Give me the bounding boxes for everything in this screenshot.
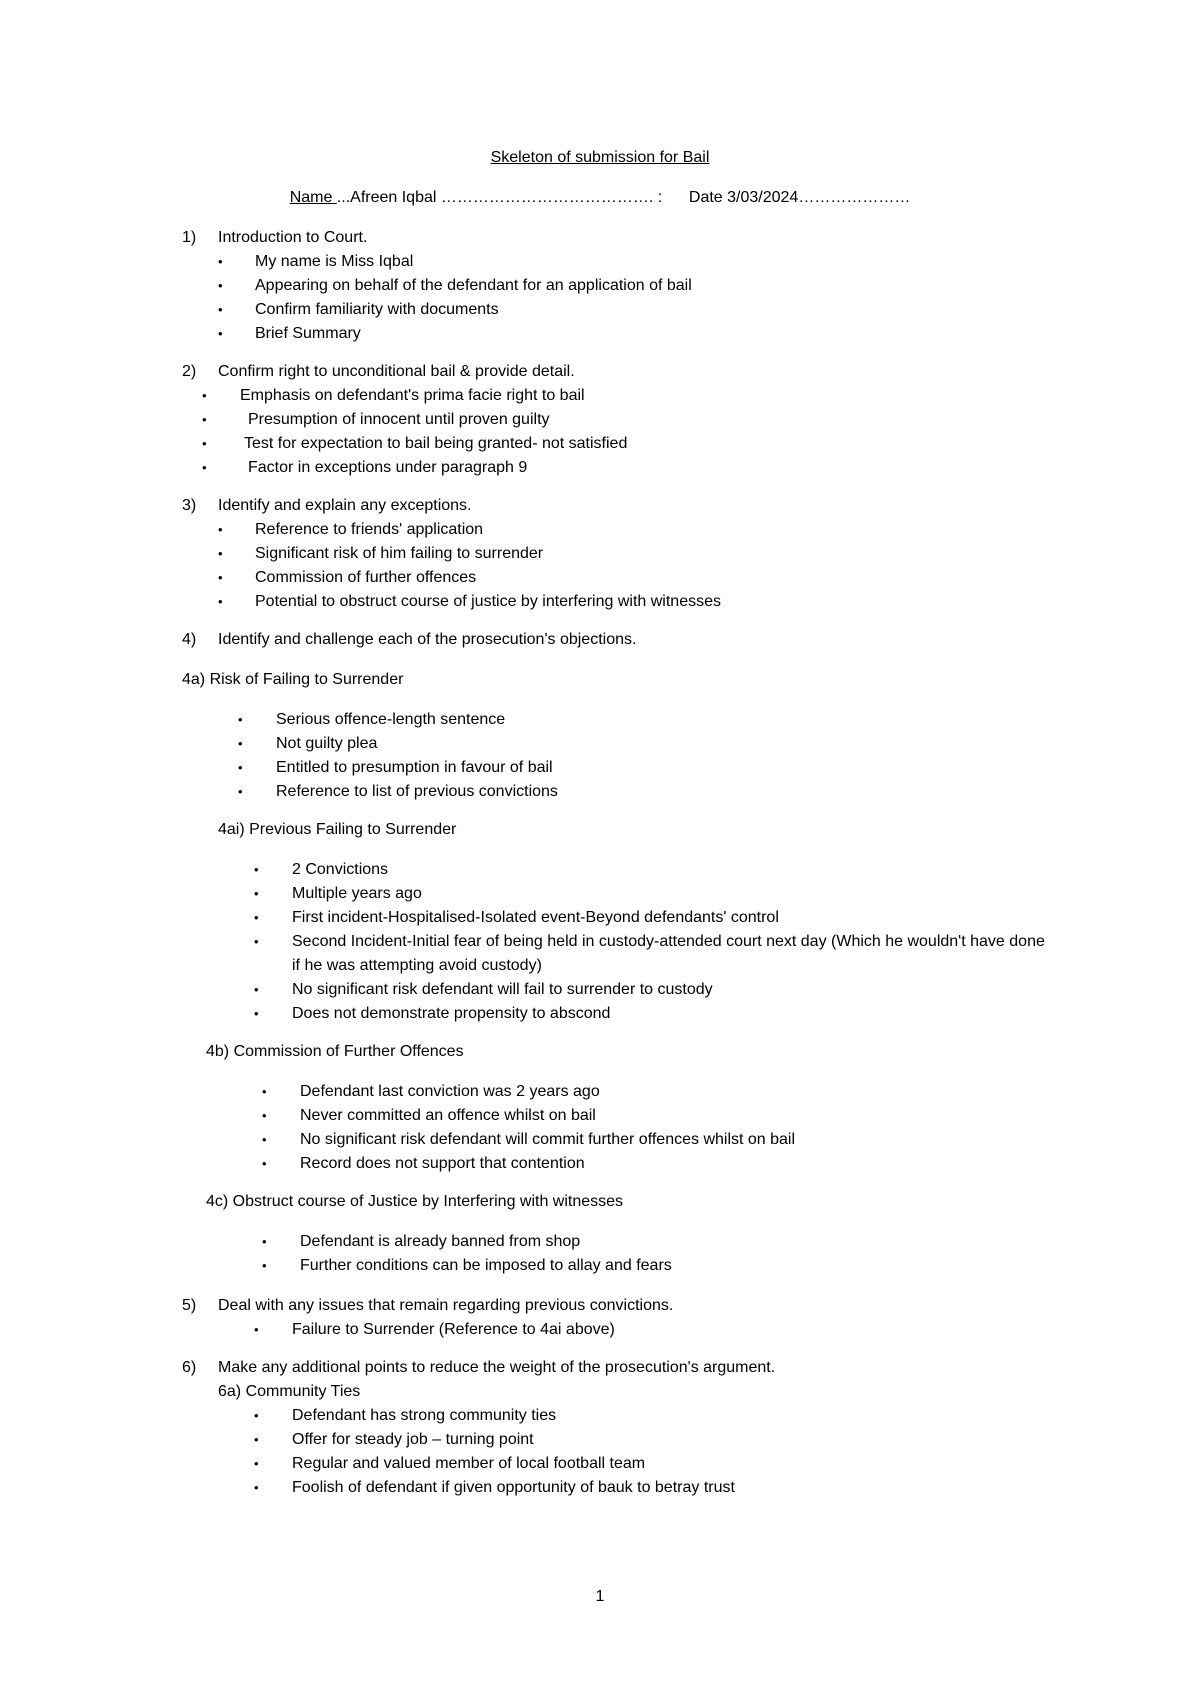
section-heading <box>0 362 1200 386</box>
subsection-heading-text: 4a) Risk of Failing to Surrender <box>182 671 404 688</box>
bullet-icon: • <box>202 460 207 475</box>
list-item <box>0 1106 1200 1130</box>
list-item-text: Reference to friends' application <box>255 521 484 538</box>
section-number: 1) <box>182 229 197 246</box>
list-item-text: No significant risk defendant will commit further offences whilst on bail <box>300 1131 796 1148</box>
bullet-icon: • <box>254 1408 259 1423</box>
bullet-icon: • <box>218 546 223 561</box>
subsection-heading-text: 6a) Community Ties <box>218 1383 361 1400</box>
document-body <box>0 228 1200 1502</box>
list-item <box>0 782 1200 806</box>
section-heading <box>0 496 1200 520</box>
list-item-text: Offer for steady job – turning point <box>292 1431 534 1448</box>
list-item-text: Potential to obstruct course of justice by interfering with witnesses <box>255 593 721 610</box>
section-heading-text: Identify and challenge each of the prosecution's objections. <box>218 631 637 648</box>
section-number: 3) <box>182 497 197 514</box>
bullet-icon: • <box>262 1108 267 1123</box>
section-number: 2) <box>182 363 197 380</box>
list-item <box>0 1406 1200 1430</box>
bullet-icon: • <box>238 784 243 799</box>
list-item-text: Defendant has strong community ties <box>292 1407 557 1424</box>
list-item <box>0 386 1200 410</box>
list-item-text: Significant risk of him failing to surrender <box>255 545 544 562</box>
bullet-icon: • <box>218 522 223 537</box>
list-item-text: Defendant last conviction was 2 years ago <box>300 1083 600 1100</box>
page-number: 1 <box>595 1588 605 1605</box>
subsection-heading-text: 4ai) Previous Failing to Surrender <box>218 821 457 838</box>
list-item-text: Further conditions can be imposed to allay and fears <box>300 1257 672 1274</box>
list-item <box>0 884 1200 908</box>
bullet-icon: • <box>218 278 223 293</box>
list-item <box>0 592 1200 616</box>
list-item <box>0 520 1200 544</box>
bullet-icon: • <box>262 1258 267 1273</box>
bullet-icon: • <box>238 760 243 775</box>
bullet-icon: • <box>218 254 223 269</box>
name-label: Name <box>289 189 337 206</box>
bullet-icon: • <box>218 594 223 609</box>
list-item-text: Serious offence-length sentence <box>276 711 506 728</box>
list-item-text: No significant risk defendant will fail to surrender to custody <box>292 981 713 998</box>
list-item-text: Defendant is already banned from shop <box>300 1233 581 1250</box>
list-item <box>0 568 1200 592</box>
list-item <box>0 932 1200 980</box>
section-heading-text: Identify and explain any exceptions. <box>218 497 472 514</box>
list-item <box>0 1320 1200 1344</box>
bullet-icon: • <box>254 1432 259 1447</box>
bullet-icon: • <box>238 712 243 727</box>
name-date-line <box>0 188 1200 208</box>
list-item-text: Commission of further offences <box>255 569 477 586</box>
bullet-icon: • <box>254 886 259 901</box>
list-item <box>0 1004 1200 1028</box>
bullet-icon: • <box>218 570 223 585</box>
list-item-text: My name is Miss Iqbal <box>255 253 414 270</box>
list-item <box>0 252 1200 276</box>
section-heading-text: Make any additional points to reduce the weight of the prosecution's argument. <box>218 1359 776 1376</box>
list-item-text: Multiple years ago <box>292 885 422 902</box>
list-item-text: Failure to Surrender (Reference to 4ai above) <box>292 1321 615 1338</box>
list-item <box>0 544 1200 568</box>
list-item-text: Confirm familiarity with documents <box>255 301 499 318</box>
bullet-icon: • <box>262 1156 267 1171</box>
section-heading-text: Deal with any issues that remain regarding previous convictions. <box>218 1297 674 1314</box>
date-text: Date 3/03/2024………………… <box>688 189 911 206</box>
bullet-icon: • <box>254 862 259 877</box>
subsection-heading-text: 4c) Obstruct course of Justice by Interfering with witnesses <box>206 1193 624 1210</box>
list-item <box>0 300 1200 324</box>
section-number: 6) <box>182 1359 197 1376</box>
bullet-icon: • <box>202 412 207 427</box>
list-item <box>0 908 1200 932</box>
subsection-heading-text: 4b) Commission of Further Offences <box>206 1043 464 1060</box>
list-item <box>0 1232 1200 1256</box>
bullet-icon: • <box>202 388 207 403</box>
bullet-icon: • <box>262 1084 267 1099</box>
bullet-icon: • <box>238 736 243 751</box>
list-item-text: Reference to list of previous convictions <box>276 783 558 800</box>
list-item <box>0 1082 1200 1106</box>
document-title: Skeleton of submission for Bail <box>490 149 710 166</box>
section-heading-text: Confirm right to unconditional bail & provide detail. <box>218 363 575 380</box>
list-item <box>0 1154 1200 1178</box>
list-item <box>0 458 1200 482</box>
list-item <box>0 324 1200 348</box>
section-heading <box>0 228 1200 252</box>
list-item <box>0 980 1200 1004</box>
list-item <box>0 1130 1200 1154</box>
list-item <box>0 1256 1200 1280</box>
list-item-text: Presumption of innocent until proven guilty <box>248 411 550 428</box>
list-item <box>0 434 1200 458</box>
section-heading <box>0 630 1200 654</box>
section-heading <box>0 1358 1200 1382</box>
list-item-text: Record does not support that contention <box>300 1155 585 1172</box>
list-item-text: Brief Summary <box>255 325 361 342</box>
list-item-text: Regular and valued member of local football team <box>292 1455 646 1472</box>
list-item <box>0 1430 1200 1454</box>
list-item-text: First incident-Hospitalised-Isolated event-Beyond defendants' control <box>292 909 779 926</box>
bullet-icon: • <box>254 1322 259 1337</box>
subsection-heading <box>0 1042 1200 1066</box>
list-item-text: Emphasis on defendant's prima facie right to bail <box>240 387 585 404</box>
bullet-icon: • <box>254 934 259 949</box>
section-number: 5) <box>182 1297 197 1314</box>
section-heading-text: Introduction to Court. <box>218 229 368 246</box>
list-item-text: Not guilty plea <box>276 735 378 752</box>
subsection-heading <box>0 820 1200 844</box>
list-item <box>0 410 1200 434</box>
list-item <box>0 758 1200 782</box>
list-item <box>0 1478 1200 1502</box>
bullet-icon: • <box>218 326 223 341</box>
name-value: ...Afreen Iqbal …………………………………. : <box>336 189 663 206</box>
list-item <box>0 1454 1200 1478</box>
bullet-icon: • <box>202 436 207 451</box>
section-number: 4) <box>182 631 197 648</box>
list-item-text: Factor in exceptions under paragraph 9 <box>248 459 528 476</box>
list-item-text: Test for expectation to bail being granted- not satisfied <box>244 435 628 452</box>
subsection-heading <box>0 670 1200 694</box>
list-item-text: Entitled to presumption in favour of bail <box>276 759 553 776</box>
list-item-text: Foolish of defendant if given opportunity of bauk to betray trust <box>292 1479 735 1496</box>
list-item <box>0 734 1200 758</box>
list-item <box>0 276 1200 300</box>
bullet-icon: • <box>254 982 259 997</box>
list-item <box>0 710 1200 734</box>
subsection-heading <box>0 1382 1200 1406</box>
bullet-icon: • <box>254 1480 259 1495</box>
bullet-icon: • <box>262 1234 267 1249</box>
list-item-text: Second Incident-Initial fear of being held in custody-attended court next day (Which he wouldn't have done if he was attempting avoid custody) <box>292 933 1045 974</box>
bullet-icon: • <box>254 1456 259 1471</box>
section-heading <box>0 1296 1200 1320</box>
bullet-icon: • <box>218 302 223 317</box>
bullet-icon: • <box>254 1006 259 1021</box>
list-item-text: Does not demonstrate propensity to abscond <box>292 1005 611 1022</box>
bullet-icon: • <box>262 1132 267 1147</box>
subsection-heading <box>0 1192 1200 1216</box>
bullet-icon: • <box>254 910 259 925</box>
list-item-text: Never committed an offence whilst on bail <box>300 1107 596 1124</box>
list-item <box>0 860 1200 884</box>
list-item-text: Appearing on behalf of the defendant for an application of bail <box>255 277 692 294</box>
list-item-text: 2 Convictions <box>292 861 389 878</box>
